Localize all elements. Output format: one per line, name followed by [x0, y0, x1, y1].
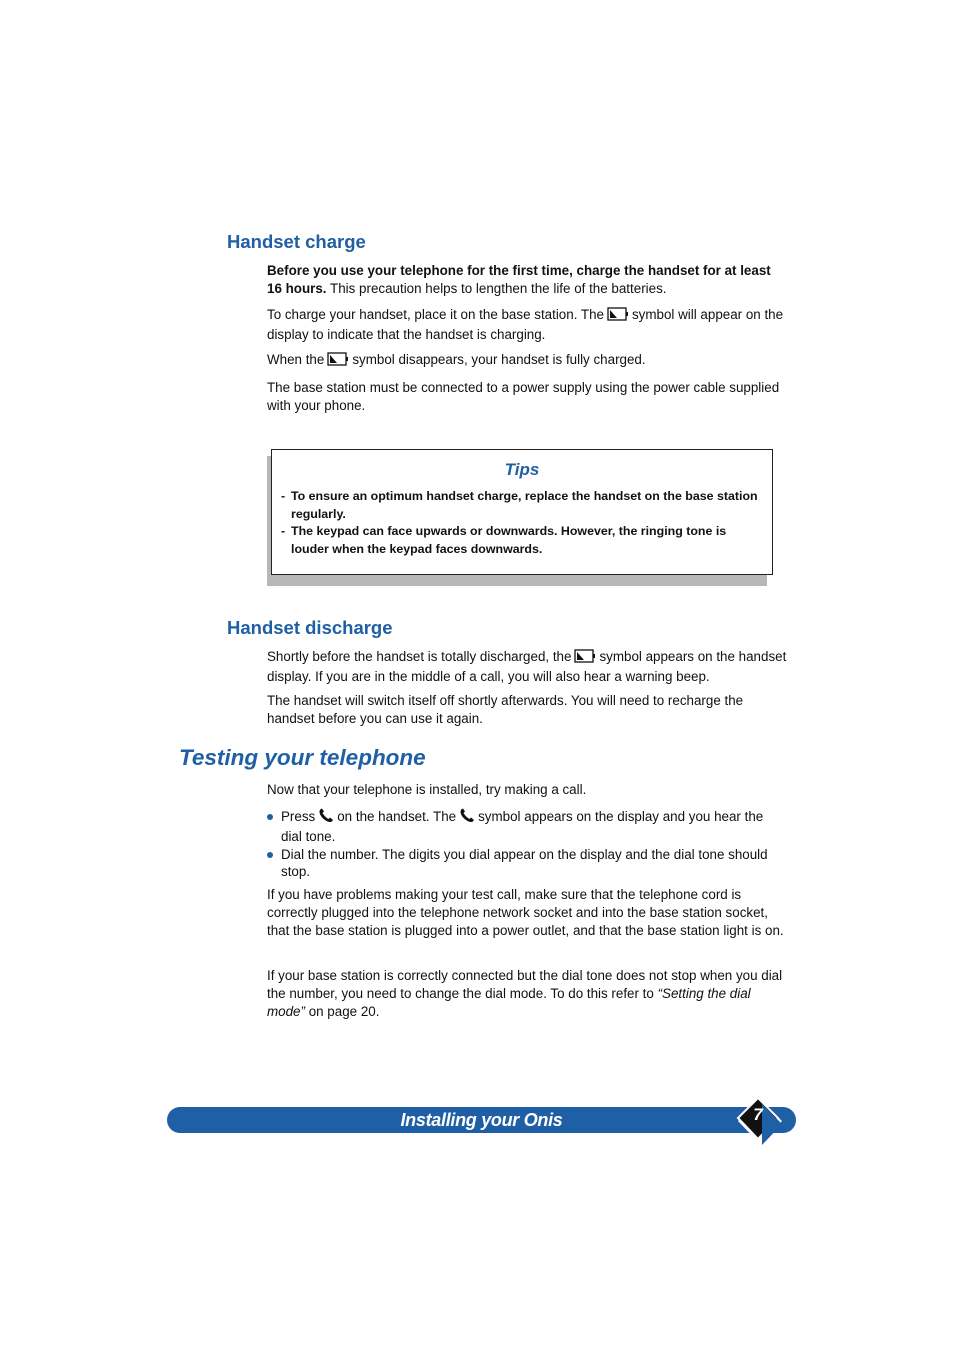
battery-icon	[574, 649, 596, 668]
step1-text-c: symbol appears on the display and you hear the dial tone.	[281, 809, 764, 844]
tips-box	[271, 449, 773, 575]
paragraph-discharge-warning	[267, 648, 787, 686]
testing-steps-list	[267, 808, 787, 881]
charge-full-text-a: When the	[267, 352, 325, 367]
paragraph-dial-mode	[267, 967, 787, 1020]
paragraph-testing-intro: Now that your telephone is installed, try making a call.	[267, 782, 587, 797]
tip-text: The keypad can face upwards or downwards. However, the ringing tone is louder when the keypad faces downwards.	[291, 524, 727, 556]
charge-full-text-b: symbol disappears, your handset is fully charged.	[352, 352, 646, 367]
section-heading-handset-charge: Handset charge	[227, 231, 366, 252]
dial-mode-text-a: If your base station is correctly connected but the dial tone does not stop when you dial the number, you need to change the dial mode. To do this refer to	[267, 968, 783, 1001]
discharge-text-b: symbol appears on the handset display. If you are in the middle of a call, you will also hear a warning beep.	[267, 649, 787, 684]
charge-howto-text-a: To charge your handset, place it on the base station. The	[267, 307, 604, 322]
dial-mode-text-b: on page 20.	[304, 1003, 380, 1019]
step2-text: Dial the number. The digits you dial appear on the display and the dial tone should stop.	[281, 846, 768, 880]
charge-warning-bold: Before you use your telephone for the first time, charge the handset for at least 16 hours.	[267, 263, 771, 296]
paragraph-charge-intro	[267, 262, 787, 298]
step1-text-b: on the handset. The	[337, 809, 457, 824]
paragraph-troubleshoot: If you have problems making your test call, make sure that the telephone cord is correctly plugged into the telephone network socket and into the base station socket, that the base station is plugged into a power outlet, and that the base station light is on.	[267, 887, 784, 938]
bullet-dot	[267, 814, 273, 820]
phone-handset-icon	[318, 808, 334, 828]
paragraph-discharge-off: The handset will switch itself off shortly afterwards. You will need to recharge the handset before you can use it again.	[267, 693, 744, 726]
footer-chapter-title: Installing your Onis	[400, 1110, 563, 1130]
paragraph-power-supply: The base station must be connected to a power supply using the power cable supplied with your phone.	[267, 380, 780, 413]
tip-item: - The keypad can face upwards or downwards. However, the ringing tone is louder when the keypad faces downwards.	[281, 524, 727, 556]
tip-item: - To ensure an optimum handset charge, replace the handset on the base station regularly.	[281, 489, 758, 521]
paragraph-charge-full	[267, 351, 787, 371]
battery-icon	[607, 307, 629, 326]
charge-precaution-text: This precaution helps to lengthen the life of the batteries.	[326, 280, 667, 296]
battery-icon	[327, 352, 349, 371]
paragraph-charge-howto	[267, 306, 787, 344]
tip-text: To ensure an optimum handset charge, replace the handset on the base station regularly.	[291, 489, 758, 521]
charge-howto-text-b: symbol will appear on the display to indicate that the handset is charging.	[267, 307, 784, 342]
list-item	[267, 846, 787, 882]
section-heading-testing: Testing your telephone	[179, 745, 426, 770]
list-item	[267, 808, 787, 846]
page-number: 7	[753, 1105, 763, 1124]
discharge-text-a: Shortly before the handset is totally discharged, the	[267, 649, 572, 664]
tips-title: Tips	[504, 460, 540, 479]
phone-handset-icon	[459, 808, 475, 828]
dial-mode-reference: “Setting the dial mode”	[267, 985, 751, 1019]
section-heading-handset-discharge: Handset discharge	[227, 617, 393, 638]
tips-list	[281, 488, 761, 558]
bullet-dot	[267, 852, 273, 858]
step1-text-a: Press	[281, 809, 316, 824]
